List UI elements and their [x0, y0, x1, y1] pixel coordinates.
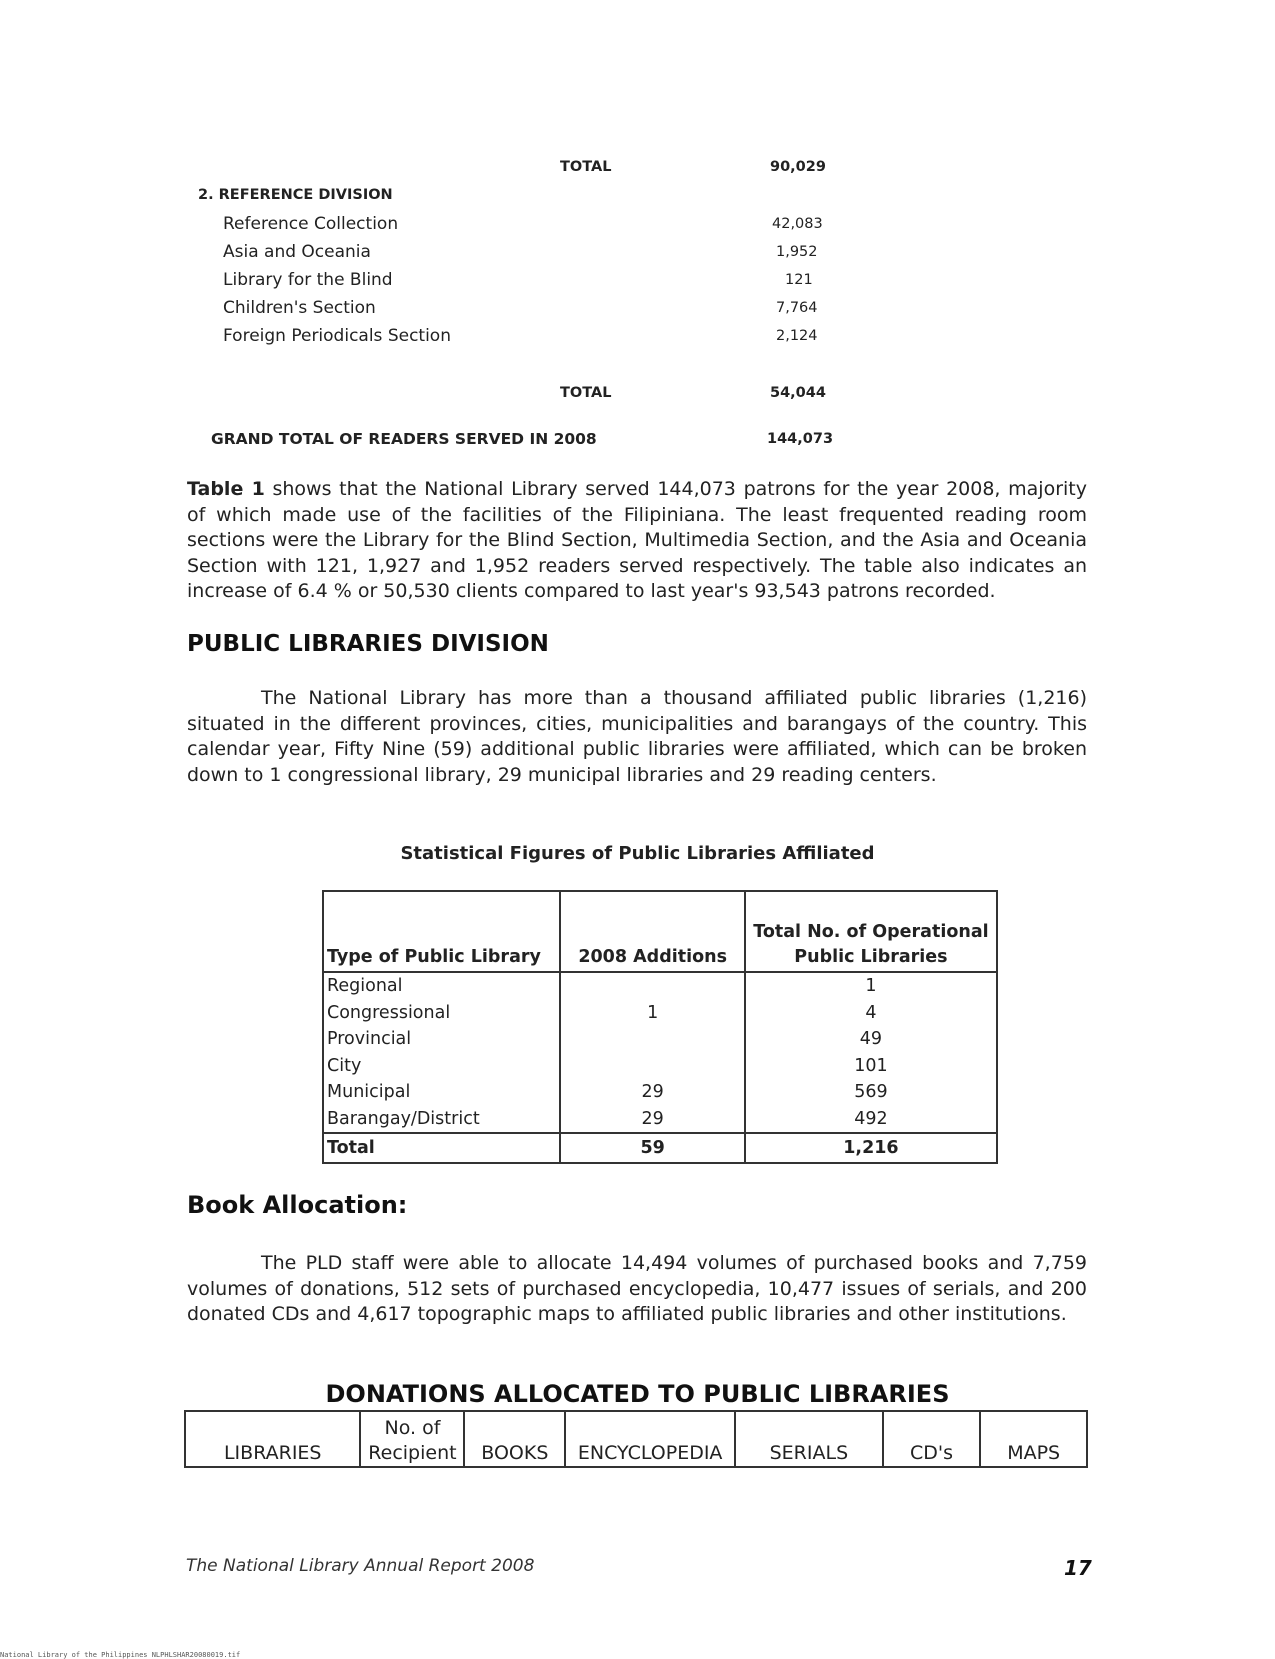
footer-title: The National Library Annual Report 2008	[186, 1556, 535, 1576]
readers-row-value: 2,124	[776, 328, 818, 344]
stats-total-additions: 59	[560, 1133, 744, 1163]
readers-row-label: Asia and Oceania	[223, 242, 371, 262]
table1-lead: Table 1	[187, 478, 265, 500]
stats-cell-total: 49	[745, 1026, 997, 1053]
scan-label: National Library of the Philippines NLPHLSHAR20080019.tif	[0, 1651, 241, 1659]
stats-cell-additions	[560, 1026, 744, 1053]
table-row	[323, 972, 997, 1000]
stats-cell-additions: 29	[560, 1079, 744, 1106]
readers-row-label: Children's Section	[223, 298, 376, 318]
stats-total-type: Total	[323, 1133, 560, 1163]
stats-header-type: Type of Public Library	[323, 891, 560, 972]
stats-cell-total: 4	[745, 1000, 997, 1027]
table-row	[323, 1026, 997, 1053]
reference-total-value: 54,044	[770, 385, 826, 401]
readers-row-label: Reference Collection	[223, 214, 399, 234]
readers-row-label: Foreign Periodicals Section	[223, 326, 451, 346]
donations-header-maps: MAPS	[980, 1411, 1087, 1467]
donations-table-title: DONATIONS ALLOCATED TO PUBLIC LIBRARIES	[325, 1380, 950, 1408]
table-row	[323, 1000, 997, 1027]
stats-cell-additions: 29	[560, 1106, 744, 1134]
readers-row-value: 42,083	[772, 216, 823, 232]
readers-row-value: 7,764	[776, 300, 818, 316]
donations-header-encyclopedia: ENCYCLOPEDIA	[565, 1411, 735, 1467]
stats-cell-additions	[560, 1053, 744, 1080]
filipiniana-total-label: TOTAL	[560, 159, 612, 175]
stats-cell-total: 569	[745, 1079, 997, 1106]
stats-cell-type: Regional	[323, 972, 560, 1000]
stats-header-additions: 2008 Additions	[560, 891, 744, 972]
donations-header-serials: SERIALS	[735, 1411, 883, 1467]
table1-paragraph	[187, 477, 1087, 605]
public-libraries-heading: PUBLIC LIBRARIES DIVISION	[187, 631, 549, 657]
stats-header-total: Total No. of Operational Public Libraries	[745, 891, 997, 972]
stats-table-title: Statistical Figures of Public Libraries Affiliated	[400, 843, 875, 864]
stats-cell-total: 492	[745, 1106, 997, 1134]
stats-table	[322, 890, 998, 1164]
donations-header-recipients: No. of Recipient	[360, 1411, 464, 1467]
stats-cell-total: 101	[745, 1053, 997, 1080]
readers-row-value: 121	[785, 272, 813, 288]
stats-cell-additions	[560, 972, 744, 1000]
book-allocation-paragraph: The PLD staff were able to allocate 14,494 volumes of purchased books and 7,759 volumes of donations, 512 sets of purchased encyclopedia, 10,477 issues of serials, and 200 donated CDs and 4,617 topographic maps to affiliated public libraries and other institutions.	[187, 1252, 1087, 1325]
reference-division-heading: 2. REFERENCE DIVISION	[198, 187, 393, 203]
table-row	[323, 1053, 997, 1080]
stats-cell-additions: 1	[560, 1000, 744, 1027]
donations-header-cds: CD's	[883, 1411, 981, 1467]
page-number: 17	[1064, 1556, 1092, 1580]
table-row	[323, 1079, 997, 1106]
stats-total-total: 1,216	[745, 1133, 997, 1163]
table-row	[323, 1106, 997, 1134]
public-libraries-paragraph: The National Library has more than a thousand affiliated public libraries (1,216) situated in the different provinces, cities, municipalities and barangays of the country. This calendar year, Fifty Nine (59) additional public libraries were affiliated, which can be broken down to 1 congressional library, 29 municipal libraries and 29 reading centers.	[187, 687, 1087, 786]
donations-header-books: BOOKS	[464, 1411, 565, 1467]
stats-cell-type: Barangay/District	[323, 1106, 560, 1134]
stats-cell-type: Provincial	[323, 1026, 560, 1053]
filipiniana-total-value: 90,029	[770, 159, 826, 175]
stats-cell-total: 1	[745, 972, 997, 1000]
donations-table	[184, 1410, 1088, 1468]
readers-row-value: 1,952	[776, 244, 818, 260]
stats-cell-type: Congressional	[323, 1000, 560, 1027]
stats-cell-type: Municipal	[323, 1079, 560, 1106]
donations-header-libraries: LIBRARIES	[185, 1411, 360, 1467]
grand-total-label: GRAND TOTAL OF READERS SERVED IN 2008	[211, 430, 597, 448]
grand-total-value: 144,073	[767, 431, 834, 447]
reference-total-label: TOTAL	[560, 385, 612, 401]
table1-text: shows that the National Library served 144,073 patrons for the year 2008, majority of which made use of the facilities of the Filipiniana. The least frequented reading room sections were the Library for the Blind Section, Multimedia Section, and the Asia and Oceania Section with 121, 1,927 and 1,952 readers served respectively. The table also indicates an increase of 6.4 % or 50,530 clients compared to last year's 93,543 patrons recorded.	[187, 478, 1087, 602]
book-allocation-heading: Book Allocation:	[187, 1191, 408, 1219]
stats-cell-type: City	[323, 1053, 560, 1080]
readers-row-label: Library for the Blind	[223, 270, 393, 290]
stats-total-row	[323, 1133, 997, 1163]
